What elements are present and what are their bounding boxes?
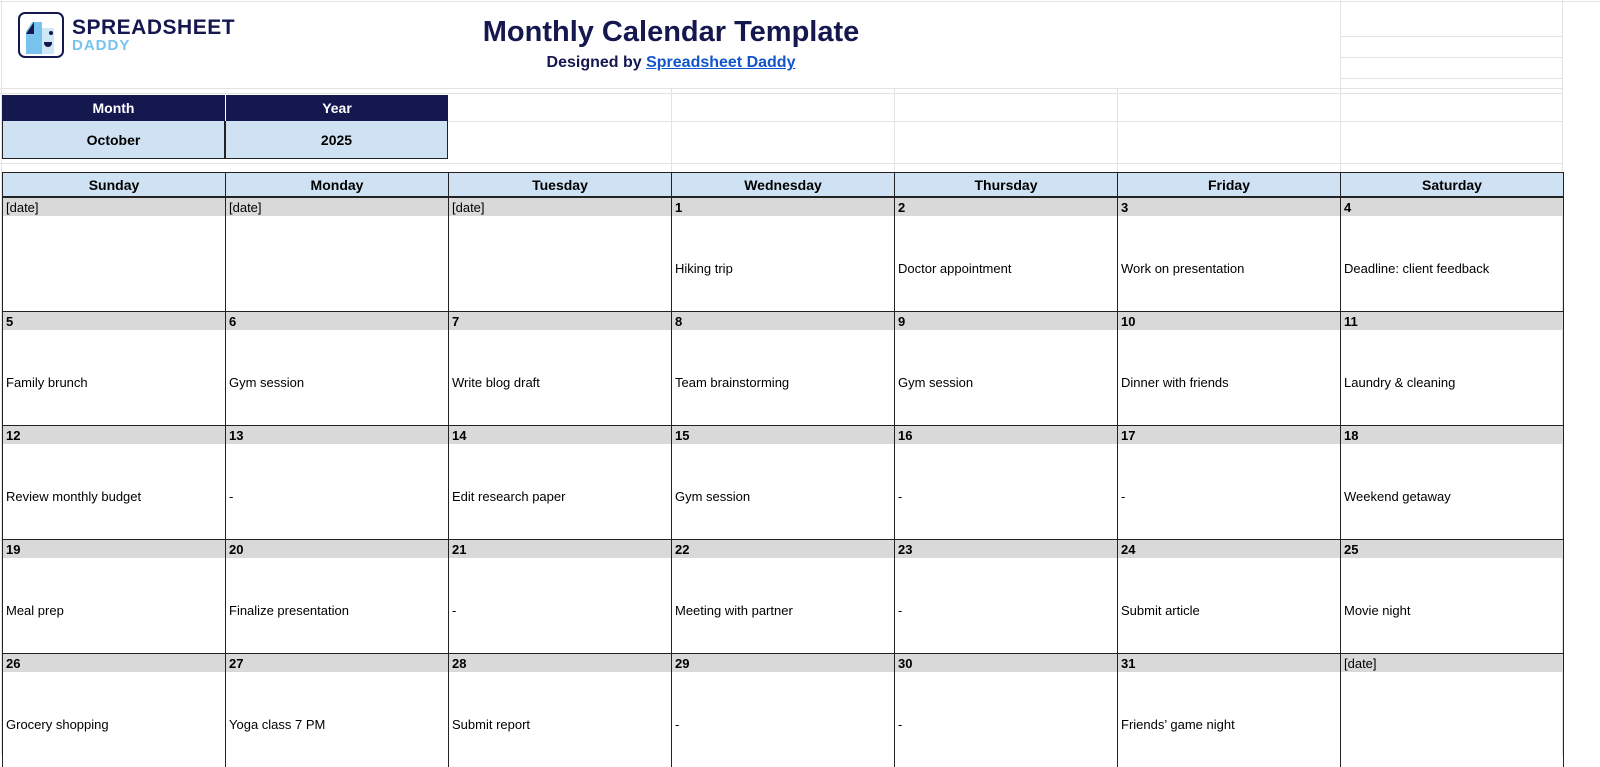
date-number: 4 xyxy=(1341,197,1563,216)
event-text[interactable]: Gym session xyxy=(229,375,305,390)
date-number: 19 xyxy=(3,539,225,558)
date-number: 15 xyxy=(672,425,894,444)
day-cell[interactable] xyxy=(1118,425,1341,539)
date-number: 8 xyxy=(672,311,894,330)
week-row xyxy=(3,311,1564,425)
day-cell[interactable] xyxy=(672,425,895,539)
date-number: 9 xyxy=(895,311,1117,330)
year-select[interactable]: 2025 xyxy=(225,121,448,159)
date-number: 21 xyxy=(449,539,671,558)
event-text[interactable]: Doctor appointment xyxy=(898,261,1012,276)
event-text[interactable] xyxy=(449,216,671,311)
day-cell[interactable] xyxy=(449,197,672,312)
logo-face-icon xyxy=(18,12,64,58)
date-number: 11 xyxy=(1341,311,1563,330)
event-text[interactable]: Grocery shopping xyxy=(6,717,109,732)
event-text[interactable]: Family brunch xyxy=(6,375,88,390)
day-cell[interactable] xyxy=(672,197,895,312)
logo xyxy=(18,12,235,58)
day-cell[interactable] xyxy=(449,653,672,767)
date-number: 10 xyxy=(1118,311,1340,330)
date-number: 13 xyxy=(226,425,448,444)
event-text[interactable]: Team brainstorming xyxy=(675,375,790,390)
date-number: 25 xyxy=(1341,539,1563,558)
event-text[interactable]: Movie night xyxy=(1344,603,1411,618)
day-cell[interactable] xyxy=(895,311,1118,425)
date-number: 2 xyxy=(895,197,1117,216)
day-cell[interactable] xyxy=(1341,653,1564,767)
event-text[interactable]: Submit report xyxy=(452,717,531,732)
date-number: 24 xyxy=(1118,539,1340,558)
date-number: 16 xyxy=(895,425,1117,444)
event-text[interactable] xyxy=(226,216,448,311)
day-cell[interactable] xyxy=(1118,197,1341,312)
day-cell[interactable] xyxy=(1341,539,1564,653)
date-number: 3 xyxy=(1118,197,1340,216)
date-number: 18 xyxy=(1341,425,1563,444)
page-title: Monthly Calendar Template xyxy=(482,16,860,48)
date-number: 14 xyxy=(449,425,671,444)
date-number: 20 xyxy=(226,539,448,558)
date-number: [date] xyxy=(1341,653,1563,672)
day-cell[interactable] xyxy=(226,197,449,312)
date-number: 12 xyxy=(3,425,225,444)
day-cell[interactable] xyxy=(3,197,226,312)
event-text[interactable]: Yoga class 7 PM xyxy=(229,717,326,732)
year-label: Year xyxy=(225,95,448,121)
date-number: [date] xyxy=(449,197,671,216)
day-header-sunday: Sunday xyxy=(3,173,226,197)
date-number: 23 xyxy=(895,539,1117,558)
day-cell[interactable] xyxy=(1118,311,1341,425)
day-cell[interactable] xyxy=(1341,311,1564,425)
day-cell[interactable] xyxy=(3,311,226,425)
subtitle xyxy=(448,54,894,72)
event-text[interactable]: - xyxy=(675,717,680,732)
day-cell[interactable] xyxy=(3,653,226,767)
event-text[interactable]: Dinner with friends xyxy=(1121,375,1229,390)
event-text[interactable]: Finalize presentation xyxy=(229,603,349,618)
day-cell[interactable] xyxy=(3,539,226,653)
event-text[interactable]: Hiking trip xyxy=(675,261,733,276)
day-header-monday: Monday xyxy=(226,173,449,197)
logo-text: SPREADSHEET xyxy=(72,15,236,39)
day-cell[interactable] xyxy=(895,653,1118,767)
day-cell[interactable] xyxy=(895,425,1118,539)
event-text[interactable]: Submit article xyxy=(1121,603,1200,618)
week-row xyxy=(3,539,1564,653)
event-text[interactable]: - xyxy=(898,489,903,504)
day-cell[interactable] xyxy=(3,425,226,539)
event-text[interactable]: Gym session xyxy=(898,375,974,390)
subtitle-prefix: Designed by xyxy=(546,54,647,71)
date-number: 26 xyxy=(3,653,225,672)
event-text[interactable]: - xyxy=(452,603,457,618)
week-row xyxy=(3,653,1564,767)
date-number: 31 xyxy=(1118,653,1340,672)
date-number: 28 xyxy=(449,653,671,672)
day-cell[interactable] xyxy=(449,311,672,425)
day-cell[interactable] xyxy=(226,653,449,767)
day-header-wednesday: Wednesday xyxy=(672,173,895,197)
date-number: 1 xyxy=(672,197,894,216)
event-text[interactable]: Weekend getaway xyxy=(1344,489,1451,504)
day-cell[interactable] xyxy=(1341,197,1564,312)
date-number: 6 xyxy=(226,311,448,330)
day-header-tuesday: Tuesday xyxy=(449,173,672,197)
event-text[interactable]: Deadline: client feedback xyxy=(1344,261,1490,276)
calendar-grid xyxy=(2,172,1564,767)
event-text[interactable]: Gym session xyxy=(675,489,751,504)
month-select[interactable]: October xyxy=(2,121,225,159)
event-text[interactable]: Meal prep xyxy=(6,603,64,618)
day-cell[interactable] xyxy=(449,539,672,653)
date-number: 5 xyxy=(3,311,225,330)
date-number: 22 xyxy=(672,539,894,558)
date-number: 7 xyxy=(449,311,671,330)
day-cell[interactable] xyxy=(226,425,449,539)
day-cell[interactable] xyxy=(672,311,895,425)
date-number: [date] xyxy=(3,197,225,216)
event-text[interactable]: Laundry & cleaning xyxy=(1344,375,1456,390)
event-text[interactable]: Write blog draft xyxy=(452,375,540,390)
event-text[interactable]: Edit research paper xyxy=(452,489,566,504)
month-label: Month xyxy=(2,95,225,121)
event-text[interactable]: Meeting with partner xyxy=(675,603,793,618)
event-text[interactable]: - xyxy=(1121,489,1126,504)
day-cell[interactable] xyxy=(895,539,1118,653)
event-text[interactable]: - xyxy=(898,603,903,618)
day-cell[interactable] xyxy=(1118,539,1341,653)
day-header-saturday: Saturday xyxy=(1341,173,1564,197)
day-cell[interactable] xyxy=(1341,425,1564,539)
day-cell[interactable] xyxy=(449,425,672,539)
week-row xyxy=(3,425,1564,539)
day-cell[interactable] xyxy=(226,311,449,425)
date-number: 29 xyxy=(672,653,894,672)
spreadsheet-daddy-link[interactable]: Spreadsheet Daddy xyxy=(646,54,796,71)
event-text[interactable]: - xyxy=(229,489,234,504)
event-text[interactable]: Review monthly budget xyxy=(6,489,142,504)
event-text[interactable]: Friends’ game night xyxy=(1121,717,1235,732)
date-number: [date] xyxy=(226,197,448,216)
date-number: 17 xyxy=(1118,425,1340,444)
day-cell[interactable] xyxy=(895,197,1118,312)
day-header-thursday: Thursday xyxy=(895,173,1118,197)
week-row xyxy=(3,197,1564,312)
event-text[interactable]: Work on presentation xyxy=(1121,261,1245,276)
date-number: 27 xyxy=(226,653,448,672)
day-cell[interactable] xyxy=(672,653,895,767)
day-cell[interactable] xyxy=(226,539,449,653)
date-number: 30 xyxy=(895,653,1117,672)
day-header-friday: Friday xyxy=(1118,173,1341,197)
day-cell[interactable] xyxy=(672,539,895,653)
logo-subtext: DADDY xyxy=(72,36,131,54)
event-text[interactable]: - xyxy=(898,717,903,732)
event-text[interactable] xyxy=(3,216,225,311)
event-text[interactable] xyxy=(1341,672,1563,767)
day-cell[interactable] xyxy=(1118,653,1341,767)
